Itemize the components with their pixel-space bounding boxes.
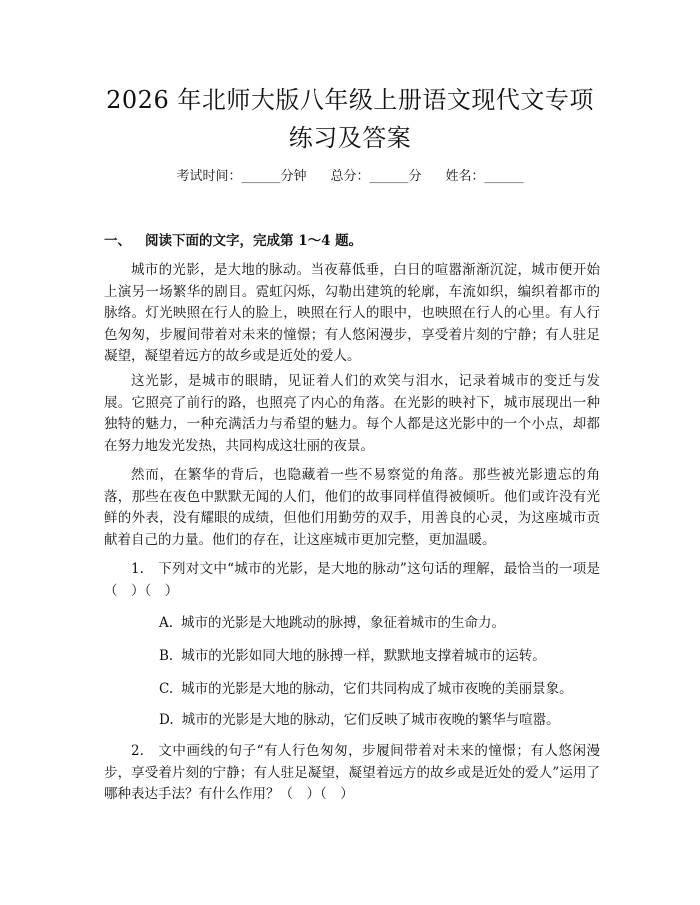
- question-1: [104, 559, 600, 602]
- name-label: 姓名：: [445, 169, 485, 184]
- option-letter: A.: [159, 615, 174, 631]
- option-text: 城市的光影是大地跳动的脉搏，象征着城市的生命力。: [181, 615, 506, 631]
- reading-paragraph-3: 然而，在繁华的背后，也隐藏着一些不易察觉的角落。那些被光影遗忘的角落，那些在夜色中默默无闻的人们，他们的故事同样值得被倾听。他们或许没有光鲜的外表，没有耀眼的成绩，但他们用勤劳的双手，用善良的心灵，为这座城市贡献着自己的力量。他们的存在，让这座城市更加完整，更加温暖。: [104, 467, 600, 548]
- document-title-line-1: 2026 年北师大版八年级上册语文现代文专项: [106, 86, 594, 114]
- section-number: 一、: [104, 233, 131, 249]
- option-text: 城市的光影是大地的脉动，它们共同构成了城市夜晚的美丽景象。: [181, 681, 573, 697]
- section-heading: [104, 232, 362, 250]
- question-1-option-c: [159, 680, 609, 698]
- time-blank: ______: [241, 169, 281, 184]
- option-letter: B.: [159, 648, 174, 664]
- question-1-option-b: [159, 647, 609, 665]
- question-1-option-a: [159, 614, 609, 632]
- document-title-line-2: 练习及答案: [288, 124, 412, 152]
- question-1-number: 1.: [131, 561, 144, 577]
- score-blank: ______: [369, 169, 409, 184]
- reading-paragraph-1: 城市的光影，是大地的脉动。当夜幕低垂，白日的喧嚣渐渐沉淀，城市便开始上演另一场繁华的剧目。霓虹闪烁，勾勒出建筑的轮廓，车流如织，编织着都市的脉络。灯光映照在行人的脸上，映照在行人的眼中，也映照在行人的心里。有人行色匆匆，步履间带着对未来的憧憬；有人悠闲漫步，享受着片刻的宁静；有人驻足凝望，凝望着远方的故乡或是近处的爱人。: [104, 262, 600, 365]
- section-instruction: 阅读下面的文字，完成第 1～4 题。: [145, 233, 363, 249]
- option-text: 城市的光影是大地的脉动，它们反映了城市夜晚的繁华与喧嚣。: [181, 712, 560, 728]
- question-2-text: 文中画线的句子“有人行色匆匆，步履间带着对未来的憧憬；有人悠闲漫步，享受着片刻的宁静；有人驻足凝望，凝望着远方的故乡或是近处的爱人”运用了哪种表达手法？有什么作用？（ ）（ ）: [104, 743, 600, 803]
- question-2: [104, 741, 600, 806]
- option-letter: C.: [159, 681, 174, 697]
- time-unit: 分钟: [280, 169, 307, 184]
- score-label: 总分：: [330, 169, 370, 184]
- name-blank: ______: [484, 169, 524, 184]
- exam-meta-line: [0, 168, 700, 186]
- question-1-option-d: [159, 711, 609, 729]
- question-1-text: 下列对文中“城市的光影，是大地的脉动”这句话的理解，最恰当的一项是（ ）（ ）: [104, 561, 600, 599]
- question-2-number: 2.: [131, 743, 144, 759]
- option-text: 城市的光影如同大地的脉搏一样，默默地支撑着城市的运转。: [181, 648, 546, 664]
- reading-paragraph-2: 这光影，是城市的眼睛，见证着人们的欢笑与泪水，记录着城市的变迁与发展。它照亮了前行的路，也照亮了内心的角落。在光影的映衬下，城市展现出一种独特的魅力，一种充满活力与希望的魅力。每个人都是这光影中的一个小点，却都在努力地发光发热，共同构成这壮丽的夜景。: [104, 373, 600, 454]
- time-label: 考试时间：: [176, 169, 242, 184]
- score-unit: 分: [408, 169, 422, 184]
- option-letter: D.: [159, 712, 174, 728]
